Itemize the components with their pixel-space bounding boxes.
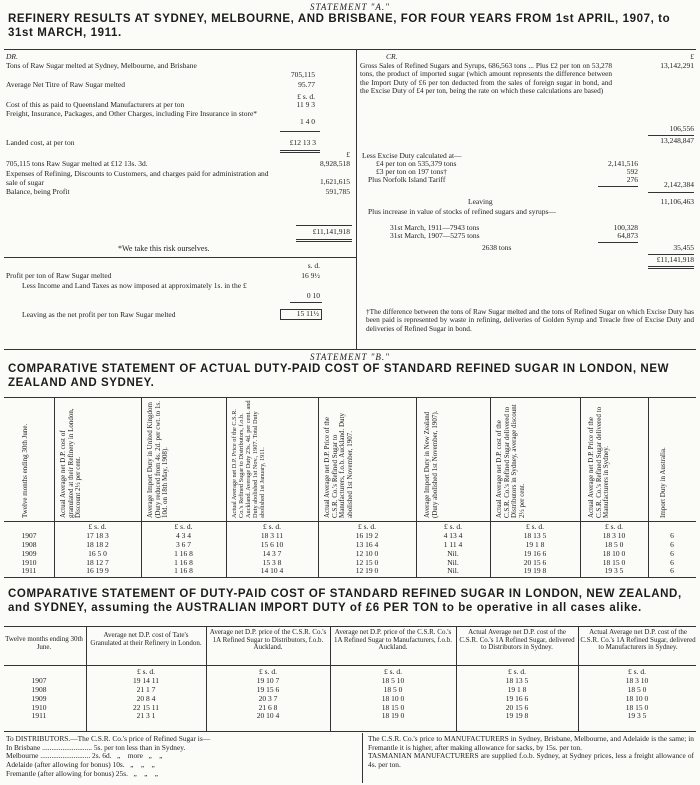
dr-raw-value: 8,928,518 [320, 159, 350, 168]
dr-tons-label: Tons of Raw Sugar melted at Sydney, Melbourne, and Brisbane [6, 61, 197, 70]
dr-expenses-value: 1,621,615 [320, 177, 350, 186]
dr-cost-label: Cost of this as paid to Queensland Manufacturers at per ton [6, 100, 185, 109]
dr-pound-header: £ [346, 150, 350, 159]
dr-profit-value: 16 9½ [301, 271, 320, 280]
dr-cost-value: 11 9 3 [296, 100, 315, 109]
b-col-auckland-distributors: Actual Average net D.P. Price of the C.S.R. Co.'s Refined Sugar to Distributors, f.o.b. Auckland. Average Duty 23s. 4d. per cent. and Duty abolished 1st Nov., 1907. Total Duty abolished 1st January, 1911. [231, 400, 266, 518]
b-col2-values: 4 3 4 3 6 7 1 16 8 1 16 8 1 16 8 [174, 531, 193, 576]
b-col1-values: 17 18 3 18 18 2 16 5 0 18 12 7 16 19 9 [86, 531, 109, 576]
c-col-sydney-distributors: Actual Average net D.P. cost of the C.S.R. Co.'s 1A Refined Sugar, delivered to Distributors in Sydney. [459, 628, 575, 652]
b-col-london-cost: Actual Average net D.P. cost of granulated at their Refinery in London, Discount 2½ per cent. [59, 408, 83, 518]
dr-leaving-label: Leaving as the net profit per ton Raw Sugar melted [22, 310, 176, 319]
dr-balance-value: 591,785 [325, 187, 350, 196]
dr-less-label: Less Income and Land Taxes as now imposed at approximately 1s. in the £ [22, 281, 247, 290]
cr-excise-line2: £3 per ton on 197 tons† [376, 167, 448, 176]
cr-excise-line1: £4 per ton on 535,379 tons [376, 159, 457, 168]
c-years: 1907 1908 1909 1910 1911 [31, 676, 47, 721]
dr-profit-label: Profit per ton of Raw Sugar melted [6, 271, 112, 280]
dr-landed-label: Landed cost, at per ton [6, 138, 75, 147]
b-col-year: Twelve months ending 30th June. [21, 423, 29, 518]
dr-freight-label: Freight, Insurance, Packages, and Other Charges, including Fire Insurance in store* [6, 109, 258, 118]
c-col-auckland-distributors: Average net D.P. price of the C.S.R. Co.'s 1A Refined Sugar to Distributors, f.o.b. Auckland. [209, 628, 327, 652]
b-years: 1907 1908 1909 1910 1911 [21, 531, 37, 576]
b-col-nz-duty: Average Import Duty in New Zealand (Duty abolished 1st November, 1907). [423, 410, 439, 518]
cr-leaving-value: 11,106,463 [660, 197, 694, 206]
cr-grand-total: £11,141,918 [656, 255, 694, 264]
b-col-sydney-distributors: Actual Average net D.P. cost of the C.S.R. Co.'s Refined Sugar delivered to Distributors in Sydney, average discount 2½ per cent. [495, 404, 527, 518]
cr-diff-value: 35,455 [673, 243, 694, 252]
cr-leaving-label: Leaving [468, 197, 493, 206]
b-lsd-6: £ s. d. [526, 522, 544, 531]
b-col-uk-duty: Average Import Duty in United Kingdom (Duty reduced from 4s. 2d. per cwt. to 1s. 10d. on 18th May, 1908). [146, 400, 170, 518]
c-lsd-4: £ s. d. [508, 667, 526, 676]
b-col8-values: 6 6 6 6 6 [670, 531, 674, 576]
statement-b-title: COMPARATIVE STATEMENT OF ACTUAL DUTY-PAID COST OF STANDARD REFINED SUGAR IN LONDON, NEW ZEALAND AND SYDNEY. [8, 363, 670, 390]
b-col3-values: 18 3 11 15 6 10 14 3 7 15 3 8 14 10 4 [260, 531, 284, 576]
statement-a-title: REFINERY RESULTS AT SYDNEY, MELBOURNE, AND BRISBANE, FOR FOUR YEARS FROM 1st APRIL, 1907, to 31st MARCH, 1911. [8, 13, 671, 40]
c-lsd-3: £ s. d. [384, 667, 402, 676]
footer-manufacturers: The C.S.R. Co.'s price to MANUFACTURERS in Sydney, Brisbane, Melbourne, and Adelaide is the same; in Fremantle it is higher, after making allowance for sacks, by 15s. per ton. TASMANIAN MANUFACTURERS are supplied f.o.b. Sydney, at Sydney prices, less a freight allowance of 4s. per ton. [368, 734, 694, 770]
c-lsd-2: £ s. d. [259, 667, 277, 676]
cr-pound-header: £ [690, 52, 694, 61]
c-col1-values: 19 14 11 21 1 7 20 8 4 22 15 11 21 3 1 [133, 676, 159, 721]
b-lsd-3: £ s. d. [263, 522, 281, 531]
c-col4-values: 18 13 5 19 1 8 19 16 6 20 15 6 19 19 8 [505, 676, 529, 721]
b-col4-values: 16 19 2 13 16 4 12 10 0 12 15 0 12 19 0 [355, 531, 379, 576]
cr-gross-value: 13,142,291 [660, 61, 694, 70]
dr-titre-label: Average Net Titre of Raw Sugar melted [6, 80, 126, 89]
dr-raw-label: 705,115 tons Raw Sugar melted at £12 13s. 3d. [6, 159, 148, 168]
c-col-london: Average net D.P. cost of Tate's Granulated at their Refinery in London. [90, 631, 202, 647]
cr-mar1911-label: 31st March, 1911—7943 tons [390, 223, 480, 232]
b-lsd-7: £ s. d. [605, 522, 623, 531]
b-col-sydney-manufacturers: Actual Average net D.P. Price of the C.S.R. Co.'s Refined Sugar delivered to Manufacturers in Sydney. [587, 406, 611, 518]
cr-excise-line1-value: 2,141,516 [608, 159, 638, 168]
cr-diff-label: 2638 tons [482, 243, 512, 252]
b-col7-values: 18 3 10 18 5 0 18 10 0 18 15 0 19 3 5 [602, 531, 626, 576]
statement-b-label: STATEMENT "B." [310, 352, 390, 362]
dr-total: £11,141,918 [312, 227, 350, 236]
cr-norfolk-label: Plus Norfolk Island Tariff [368, 175, 446, 184]
c-col-auckland-manufacturers: Average net D.P. price of the C.S.R. Co.'s 1A Refined Sugar to Manufacturers, f.o.b. Auckland. [334, 628, 452, 652]
cr-plus-value: 106,556 [669, 124, 694, 133]
cr-excise-label: Less Excise Duty calculated at— [362, 151, 462, 160]
dr-leaving-value: 15 11½ [280, 309, 322, 320]
c-lsd-1: £ s. d. [137, 667, 155, 676]
dr-sd-header: s. d. [307, 261, 320, 270]
dr-landed-value: £12 13 3 [289, 138, 316, 147]
dr-less-value: 0 10 [306, 291, 320, 300]
cr-gross-text: Gross Sales of Refined Sugars and Syrups, 686,563 tons ... Plus £2 per ton on 53,278 tons, the product of imported sugar (which amount represents the difference between the Import Duty of £6 per ton deducted from the sales of foreign sugar in bond, and the Excise Duty of £4 per ton, being the rate on which these calculations are based) [360, 61, 612, 96]
b-col-aus-duty: Import Duty in Australia. [659, 447, 667, 518]
dr-balance-label: Balance, being Profit [6, 187, 70, 196]
cr-norfolk-value: 276 [626, 175, 638, 184]
cr-excise-line2-value: 592 [626, 167, 638, 176]
b-col5-values: 4 13 4 1 11 4 Nil. Nil. Nil. [443, 531, 463, 576]
cr-mar1907-label: 31st March, 1907—5275 tons [390, 231, 480, 240]
dr-risk-note: *We take this risk ourselves. [118, 244, 210, 253]
c-col-sydney-manufacturers: Actual Average net D.P. cost of the C.S.R. Co.'s 1A Refined Sugar, delivered to Manufacturers in Sydney. [580, 628, 696, 652]
b-col6-values: 18 13 5 19 1 8 19 16 6 20 15 6 19 19 8 [523, 531, 547, 576]
b-lsd-5: £ s. d. [444, 522, 462, 531]
dr-lsd-header: £ s. d. [297, 92, 315, 101]
cr-increase-label: Plus increase in value of stocks of refined sugars and syrups— [368, 207, 556, 216]
dr-tons-value: 705,115 [290, 70, 315, 79]
dr-titre-value: 95.77 [298, 80, 315, 89]
dr-freight-value: 1 4 0 [300, 117, 315, 126]
cr-mar1911-value: 100,328 [613, 223, 638, 232]
cr-heading: CR. [386, 52, 398, 61]
footer-distributors: To DISTRIBUTORS.—The C.S.R. Co.'s price of Refined Sugar is— In Brisbane ........................... 5s. per ton less than in Sydney. Melbourne ........................... 2s. 6d. „ more „ „ Adelaide (after allowing for bonus) 10s. „ „ „ Fremantle (after allowing for bonus) 25s. „ „ „ [6, 734, 211, 778]
c-col2-values: 19 10 7 19 15 6 20 3 7 21 6 8 20 10 4 [256, 676, 280, 721]
cr-footnote: †The difference between the tons of Raw Sugar melted and the tons of Refined Sugar on which Excise Duty has been paid is represented by waste in refining, deliveries of Golden Syrup and Treacle free of Excise Duty and deliveries of Refined Sugar in bond. [366, 307, 694, 333]
c-col5-values: 18 3 10 18 5 0 18 10 0 18 15 0 19 3 5 [625, 676, 649, 721]
dr-heading: DR. [6, 52, 18, 61]
c-col-year: Twelve months ending 30th June. [5, 635, 83, 651]
cr-mar1907-value: 64,873 [617, 231, 638, 240]
b-lsd-4: £ s. d. [358, 522, 376, 531]
b-col-auckland-manufacturers: Actual Average net D.P. Price of the C.S.R. Co.'s Refined Sugar to Manufacturers, f.o.b. Auckland. Duty abolished 1st November, 1907. [323, 413, 355, 518]
cr-subtotal: 13,248,847 [660, 136, 694, 145]
b-lsd-2: £ s. d. [174, 522, 193, 531]
statement-c-title: COMPARATIVE STATEMENT OF DUTY-PAID COST OF STANDARD REFINED SUGAR IN LONDON, NEW ZEALAND, and SYDNEY, assuming the AUSTRALIAN IMPORT DUTY of £6 PER TON to be operative in all cases alike. [8, 588, 682, 615]
cr-excise-total: 2,142,384 [664, 180, 694, 189]
dr-expenses-label: Expenses of Refining, Discounts to Customers, and charges paid for administration and sale of sugar [6, 169, 269, 187]
c-lsd-5: £ s. d. [628, 667, 646, 676]
b-lsd-1: £ s. d. [88, 522, 107, 531]
c-col3-values: 18 5 10 18 5 0 18 10 0 18 15 0 18 19 0 [381, 676, 405, 721]
statement-a-label: STATEMENT "A." [310, 2, 390, 12]
